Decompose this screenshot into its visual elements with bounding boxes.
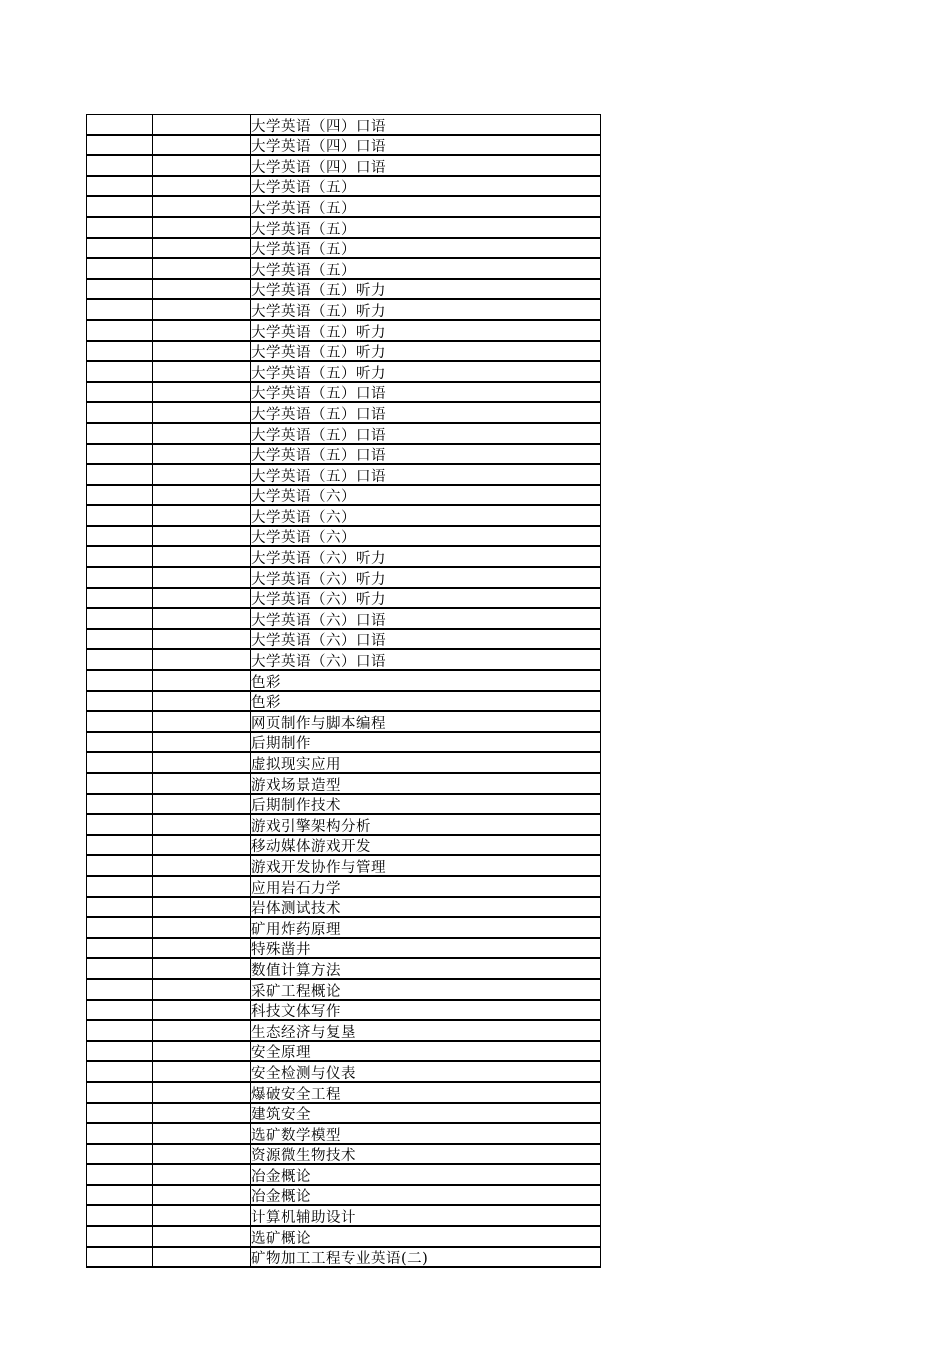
cell-b[interactable] xyxy=(153,485,251,506)
table-row xyxy=(87,135,601,156)
course-name-cell[interactable]: 安全检测与仪表 xyxy=(251,1061,601,1082)
table-row xyxy=(87,464,601,485)
table-row xyxy=(87,115,601,135)
cell-a[interactable] xyxy=(87,649,153,670)
course-name-cell[interactable]: 大学英语（五）口语 xyxy=(251,464,601,485)
cell-a[interactable] xyxy=(87,1226,153,1247)
course-name-cell[interactable]: 大学英语（六）口语 xyxy=(251,608,601,629)
cell-a[interactable] xyxy=(87,505,153,526)
cell-b[interactable] xyxy=(153,1164,251,1185)
cell-a[interactable] xyxy=(87,938,153,959)
cell-b[interactable] xyxy=(153,217,251,238)
cell-b[interactable] xyxy=(153,1247,251,1268)
cell-b[interactable] xyxy=(153,855,251,876)
cell-a[interactable] xyxy=(87,217,153,238)
table-row xyxy=(87,855,601,876)
cell-b[interactable] xyxy=(153,505,251,526)
course-name-cell[interactable]: 大学英语（六）听力 xyxy=(251,567,601,588)
course-name-cell[interactable]: 大学英语（五）听力 xyxy=(251,279,601,300)
table-row xyxy=(87,382,601,403)
course-name-cell[interactable]: 大学英语（五）口语 xyxy=(251,423,601,444)
table-row xyxy=(87,1041,601,1062)
cell-b[interactable] xyxy=(153,238,251,259)
cell-a[interactable] xyxy=(87,1247,153,1268)
cell-a[interactable] xyxy=(87,176,153,197)
cell-b[interactable] xyxy=(153,958,251,979)
cell-b[interactable] xyxy=(153,814,251,835)
course-table xyxy=(86,114,601,1268)
course-name-cell[interactable]: 安全原理 xyxy=(251,1041,601,1062)
cell-a[interactable] xyxy=(87,444,153,465)
cell-b[interactable] xyxy=(153,279,251,300)
cell-a[interactable] xyxy=(87,115,153,135)
table-row xyxy=(87,979,601,1000)
table-row xyxy=(87,444,601,465)
course-name-cell[interactable]: 大学英语（五） xyxy=(251,217,601,238)
course-name-cell[interactable]: 移动媒体游戏开发 xyxy=(251,835,601,856)
course-name-cell[interactable]: 冶金概论 xyxy=(251,1185,601,1206)
course-name-cell[interactable]: 应用岩石力学 xyxy=(251,876,601,897)
cell-a[interactable] xyxy=(87,464,153,485)
course-name-cell[interactable]: 大学英语（六）口语 xyxy=(251,629,601,650)
cell-b[interactable] xyxy=(153,1123,251,1144)
cell-a[interactable] xyxy=(87,773,153,794)
table-row xyxy=(87,1020,601,1041)
course-name-cell[interactable]: 矿用炸药原理 xyxy=(251,917,601,938)
cell-b[interactable] xyxy=(153,444,251,465)
course-name-cell[interactable]: 大学英语（五）口语 xyxy=(251,382,601,403)
table-row xyxy=(87,1185,601,1206)
cell-a[interactable] xyxy=(87,1061,153,1082)
cell-a[interactable] xyxy=(87,1205,153,1226)
table-row xyxy=(87,1123,601,1144)
table-row xyxy=(87,897,601,918)
cell-b[interactable] xyxy=(153,402,251,423)
course-name-cell[interactable]: 大学英语（五）听力 xyxy=(251,341,601,362)
course-name-cell[interactable]: 游戏引擎架构分析 xyxy=(251,814,601,835)
cell-b[interactable] xyxy=(153,299,251,320)
table-row xyxy=(87,505,601,526)
cell-b[interactable] xyxy=(153,382,251,403)
cell-b[interactable] xyxy=(153,979,251,1000)
course-name-cell[interactable]: 资源微生物技术 xyxy=(251,1144,601,1165)
course-name-cell[interactable]: 大学英语（五）口语 xyxy=(251,402,601,423)
cell-b[interactable] xyxy=(153,629,251,650)
table-row xyxy=(87,917,601,938)
course-name-cell[interactable]: 特殊凿井 xyxy=(251,938,601,959)
table-row xyxy=(87,691,601,712)
cell-a[interactable] xyxy=(87,588,153,609)
table-row xyxy=(87,752,601,773)
cell-b[interactable] xyxy=(153,1041,251,1062)
course-name-cell[interactable]: 大学英语（五）听力 xyxy=(251,299,601,320)
course-table-body xyxy=(87,115,601,1268)
cell-b[interactable] xyxy=(153,135,251,156)
course-name-cell[interactable]: 选矿概论 xyxy=(251,1226,601,1247)
course-name-cell[interactable]: 矿物加工工程专业英语(二) xyxy=(251,1247,601,1268)
cell-b[interactable] xyxy=(153,1061,251,1082)
cell-a[interactable] xyxy=(87,794,153,815)
course-name-cell[interactable]: 游戏场景造型 xyxy=(251,773,601,794)
table-row xyxy=(87,1061,601,1082)
cell-a[interactable] xyxy=(87,382,153,403)
cell-a[interactable] xyxy=(87,1000,153,1021)
course-name-cell[interactable]: 后期制作 xyxy=(251,732,601,753)
cell-b[interactable] xyxy=(153,773,251,794)
course-name-cell[interactable]: 网页制作与脚本编程 xyxy=(251,711,601,732)
cell-a[interactable] xyxy=(87,361,153,382)
course-name-cell[interactable]: 色彩 xyxy=(251,670,601,691)
cell-b[interactable] xyxy=(153,526,251,547)
cell-a[interactable] xyxy=(87,876,153,897)
course-name-cell[interactable]: 大学英语（五） xyxy=(251,258,601,279)
table-row xyxy=(87,1144,601,1165)
cell-a[interactable] xyxy=(87,1164,153,1185)
cell-b[interactable] xyxy=(153,670,251,691)
cell-b[interactable] xyxy=(153,732,251,753)
cell-a[interactable] xyxy=(87,1103,153,1124)
cell-a[interactable] xyxy=(87,1041,153,1062)
cell-b[interactable] xyxy=(153,1144,251,1165)
cell-b[interactable] xyxy=(153,1000,251,1021)
course-name-cell[interactable]: 大学英语（四）口语 xyxy=(251,155,601,176)
cell-a[interactable] xyxy=(87,711,153,732)
course-name-cell[interactable]: 大学英语（五） xyxy=(251,238,601,259)
table-row xyxy=(87,155,601,176)
cell-b[interactable] xyxy=(153,1185,251,1206)
cell-a[interactable] xyxy=(87,423,153,444)
table-row xyxy=(87,649,601,670)
table-row xyxy=(87,320,601,341)
table-row xyxy=(87,670,601,691)
table-row xyxy=(87,238,601,259)
cell-b[interactable] xyxy=(153,1205,251,1226)
cell-b[interactable] xyxy=(153,649,251,670)
course-name-cell[interactable]: 选矿数学模型 xyxy=(251,1123,601,1144)
table-row xyxy=(87,814,601,835)
cell-b[interactable] xyxy=(153,546,251,567)
table-row xyxy=(87,567,601,588)
cell-a[interactable] xyxy=(87,897,153,918)
table-row xyxy=(87,608,601,629)
cell-a[interactable] xyxy=(87,279,153,300)
cell-a[interactable] xyxy=(87,1144,153,1165)
table-row xyxy=(87,938,601,959)
cell-b[interactable] xyxy=(153,464,251,485)
table-row xyxy=(87,279,601,300)
cell-b[interactable] xyxy=(153,176,251,197)
table-row xyxy=(87,1226,601,1247)
cell-a[interactable] xyxy=(87,299,153,320)
course-name-cell[interactable]: 色彩 xyxy=(251,691,601,712)
cell-a[interactable] xyxy=(87,135,153,156)
course-name-cell[interactable]: 大学英语（五）听力 xyxy=(251,361,601,382)
table-row xyxy=(87,794,601,815)
course-name-cell[interactable]: 大学英语（六） xyxy=(251,505,601,526)
cell-a[interactable] xyxy=(87,979,153,1000)
table-row xyxy=(87,526,601,547)
table-row xyxy=(87,176,601,197)
cell-a[interactable] xyxy=(87,1185,153,1206)
cell-b[interactable] xyxy=(153,752,251,773)
table-row xyxy=(87,341,601,362)
cell-b[interactable] xyxy=(153,258,251,279)
cell-b[interactable] xyxy=(153,1226,251,1247)
course-name-cell[interactable]: 数值计算方法 xyxy=(251,958,601,979)
table-row xyxy=(87,546,601,567)
cell-a[interactable] xyxy=(87,835,153,856)
cell-b[interactable] xyxy=(153,608,251,629)
cell-a[interactable] xyxy=(87,402,153,423)
cell-a[interactable] xyxy=(87,608,153,629)
course-name-cell[interactable]: 大学英语（六）听力 xyxy=(251,588,601,609)
cell-a[interactable] xyxy=(87,691,153,712)
cell-a[interactable] xyxy=(87,1123,153,1144)
cell-b[interactable] xyxy=(153,876,251,897)
table-row xyxy=(87,732,601,753)
cell-b[interactable] xyxy=(153,1103,251,1124)
course-name-cell[interactable]: 建筑安全 xyxy=(251,1103,601,1124)
course-name-cell[interactable]: 生态经济与复垦 xyxy=(251,1020,601,1041)
cell-a[interactable] xyxy=(87,855,153,876)
table-row xyxy=(87,588,601,609)
cell-b[interactable] xyxy=(153,1082,251,1103)
table-row xyxy=(87,258,601,279)
course-name-cell[interactable]: 后期制作技术 xyxy=(251,794,601,815)
cell-a[interactable] xyxy=(87,1082,153,1103)
table-row xyxy=(87,1103,601,1124)
table-row xyxy=(87,1082,601,1103)
cell-b[interactable] xyxy=(153,794,251,815)
table-row xyxy=(87,361,601,382)
cell-b[interactable] xyxy=(153,567,251,588)
course-name-cell[interactable]: 虚拟现实应用 xyxy=(251,752,601,773)
cell-a[interactable] xyxy=(87,341,153,362)
table-row xyxy=(87,1000,601,1021)
course-name-cell[interactable]: 大学英语（四）口语 xyxy=(251,115,601,135)
table-row xyxy=(87,835,601,856)
cell-a[interactable] xyxy=(87,526,153,547)
cell-b[interactable] xyxy=(153,320,251,341)
cell-b[interactable] xyxy=(153,588,251,609)
cell-a[interactable] xyxy=(87,485,153,506)
course-name-cell[interactable]: 大学英语（五）听力 xyxy=(251,320,601,341)
course-name-cell[interactable]: 爆破安全工程 xyxy=(251,1082,601,1103)
table-row xyxy=(87,958,601,979)
cell-b[interactable] xyxy=(153,917,251,938)
table-row xyxy=(87,629,601,650)
course-name-cell[interactable]: 大学英语（六）口语 xyxy=(251,649,601,670)
cell-b[interactable] xyxy=(153,897,251,918)
cell-a[interactable] xyxy=(87,320,153,341)
cell-a[interactable] xyxy=(87,196,153,217)
cell-a[interactable] xyxy=(87,917,153,938)
course-name-cell[interactable]: 计算机辅助设计 xyxy=(251,1205,601,1226)
table-row xyxy=(87,1205,601,1226)
cell-a[interactable] xyxy=(87,629,153,650)
cell-b[interactable] xyxy=(153,361,251,382)
cell-b[interactable] xyxy=(153,423,251,444)
table-row xyxy=(87,217,601,238)
cell-a[interactable] xyxy=(87,958,153,979)
table-row xyxy=(87,711,601,732)
table-row xyxy=(87,1247,601,1268)
course-name-cell[interactable]: 大学英语（五） xyxy=(251,196,601,217)
course-name-cell[interactable]: 大学英语（五）口语 xyxy=(251,444,601,465)
course-name-cell[interactable]: 科技文体写作 xyxy=(251,1000,601,1021)
course-name-cell[interactable]: 大学英语（四）口语 xyxy=(251,135,601,156)
course-name-cell[interactable]: 大学英语（六） xyxy=(251,485,601,506)
cell-a[interactable] xyxy=(87,752,153,773)
course-name-cell[interactable]: 大学英语（五） xyxy=(251,176,601,197)
cell-a[interactable] xyxy=(87,258,153,279)
table-row xyxy=(87,402,601,423)
cell-b[interactable] xyxy=(153,691,251,712)
table-row xyxy=(87,1164,601,1185)
course-name-cell[interactable]: 大学英语（六）听力 xyxy=(251,546,601,567)
course-name-cell[interactable]: 采矿工程概论 xyxy=(251,979,601,1000)
table-row xyxy=(87,423,601,444)
cell-b[interactable] xyxy=(153,115,251,135)
cell-b[interactable] xyxy=(153,196,251,217)
course-name-cell[interactable]: 游戏开发协作与管理 xyxy=(251,855,601,876)
cell-b[interactable] xyxy=(153,341,251,362)
cell-b[interactable] xyxy=(153,155,251,176)
cell-a[interactable] xyxy=(87,814,153,835)
cell-b[interactable] xyxy=(153,1020,251,1041)
table-row xyxy=(87,299,601,320)
table-row xyxy=(87,876,601,897)
table-row xyxy=(87,196,601,217)
course-name-cell[interactable]: 冶金概论 xyxy=(251,1164,601,1185)
cell-a[interactable] xyxy=(87,1020,153,1041)
course-name-cell[interactable]: 大学英语（六） xyxy=(251,526,601,547)
table-row xyxy=(87,773,601,794)
cell-a[interactable] xyxy=(87,567,153,588)
course-name-cell[interactable]: 岩体测试技术 xyxy=(251,897,601,918)
table-row xyxy=(87,485,601,506)
cell-b[interactable] xyxy=(153,835,251,856)
cell-a[interactable] xyxy=(87,732,153,753)
cell-b[interactable] xyxy=(153,711,251,732)
cell-a[interactable] xyxy=(87,546,153,567)
cell-a[interactable] xyxy=(87,155,153,176)
cell-b[interactable] xyxy=(153,938,251,959)
cell-a[interactable] xyxy=(87,670,153,691)
cell-a[interactable] xyxy=(87,238,153,259)
